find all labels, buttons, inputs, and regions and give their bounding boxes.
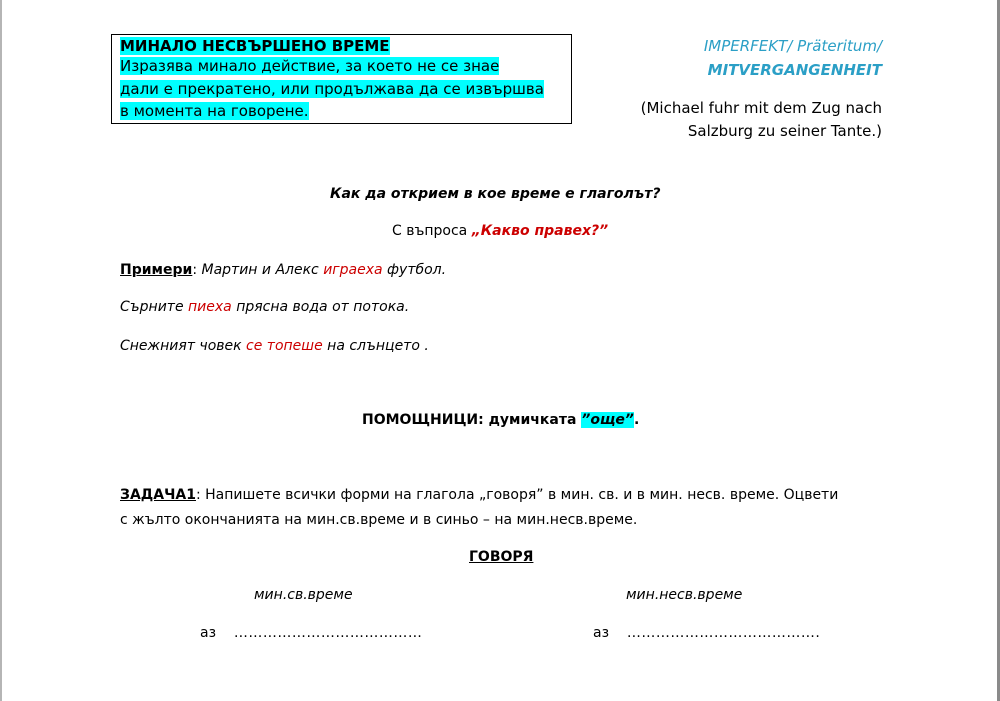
example-3-verb: се топеше (246, 338, 323, 354)
task-text-1: : Напишете всички форми на глагола „говоря” в мин. св. и в мин. несв. време. Оцвети (195, 487, 839, 503)
answer-line (392, 223, 608, 240)
helpers-prefix: ПОМОЩНИЦИ: думичката (362, 412, 582, 428)
definition-box (111, 34, 572, 124)
example-2-after: прясна вода от потока. (231, 299, 410, 315)
example-3-before: Снежният човек (120, 338, 247, 354)
definition-title-line (120, 37, 390, 56)
example-1-after: футбол. (382, 262, 447, 278)
definition-line-2: дали е прекратено, или продължава да се извършва (120, 80, 544, 98)
examples-colon: : (192, 262, 202, 278)
example-1-verb: играеха (323, 262, 383, 278)
translation-example-2: Salzburg zu seiner Tante.) (687, 122, 882, 140)
definition-title: МИНАЛО НЕСВЪРШЕНО ВРЕМЕ (120, 37, 390, 55)
answer-quote: „Какво правех?” (471, 223, 609, 239)
column-header-past-imperfective: мин.несв.време (626, 587, 743, 603)
example-2-before: Сърните (120, 299, 189, 315)
page-left-border (0, 0, 2, 701)
definition-line-1: Изразява минало действие, за което не се знае (120, 57, 500, 75)
verb-heading: ГОВОРЯ (469, 549, 534, 565)
examples-label: Примери (120, 262, 193, 278)
definition-line-3-wrap (120, 102, 309, 121)
column-1-row (200, 625, 422, 642)
example-line-1 (120, 262, 446, 279)
definition-line-2-wrap (120, 80, 544, 99)
translation-line-2: MITVERGANGENHEIT (707, 61, 882, 79)
helpers-suffix: . (633, 412, 640, 428)
helpers-line (362, 412, 639, 429)
example-line-2 (120, 299, 409, 316)
column-2-pronoun: аз (593, 625, 610, 641)
answer-prefix: С въпроса (392, 223, 472, 239)
example-line-3 (120, 338, 429, 355)
definition-line-1-wrap (120, 57, 499, 76)
example-3-after: на слънцето . (322, 338, 429, 354)
definition-line-3: в момента на говорене. (120, 102, 309, 120)
column-2-answer-blank: …………………………………. (626, 625, 821, 641)
task-line-2: с жълто окончанията на мин.св.време и в синьо – на мин.несв.време. (120, 512, 638, 528)
column-2-row (593, 625, 820, 642)
example-2-verb: пиеха (188, 299, 232, 315)
helpers-word: ”още” (581, 412, 634, 428)
task-line-1 (120, 487, 838, 504)
column-1-answer-blank: ………………………………… (233, 625, 423, 641)
translation-line-1: IMPERFEKT/ Präteritum/ (703, 37, 882, 55)
question-heading: Как да открием в кое време е глаголът? (330, 186, 661, 202)
translation-example-1: (Michael fuhr mit dem Zug nach (640, 99, 882, 117)
column-1-pronoun: аз (200, 625, 217, 641)
example-1-before: Мартин и Алекс (201, 262, 324, 278)
task-label: ЗАДАЧА1 (120, 487, 196, 503)
column-header-past-perfective: мин.св.време (254, 587, 353, 603)
